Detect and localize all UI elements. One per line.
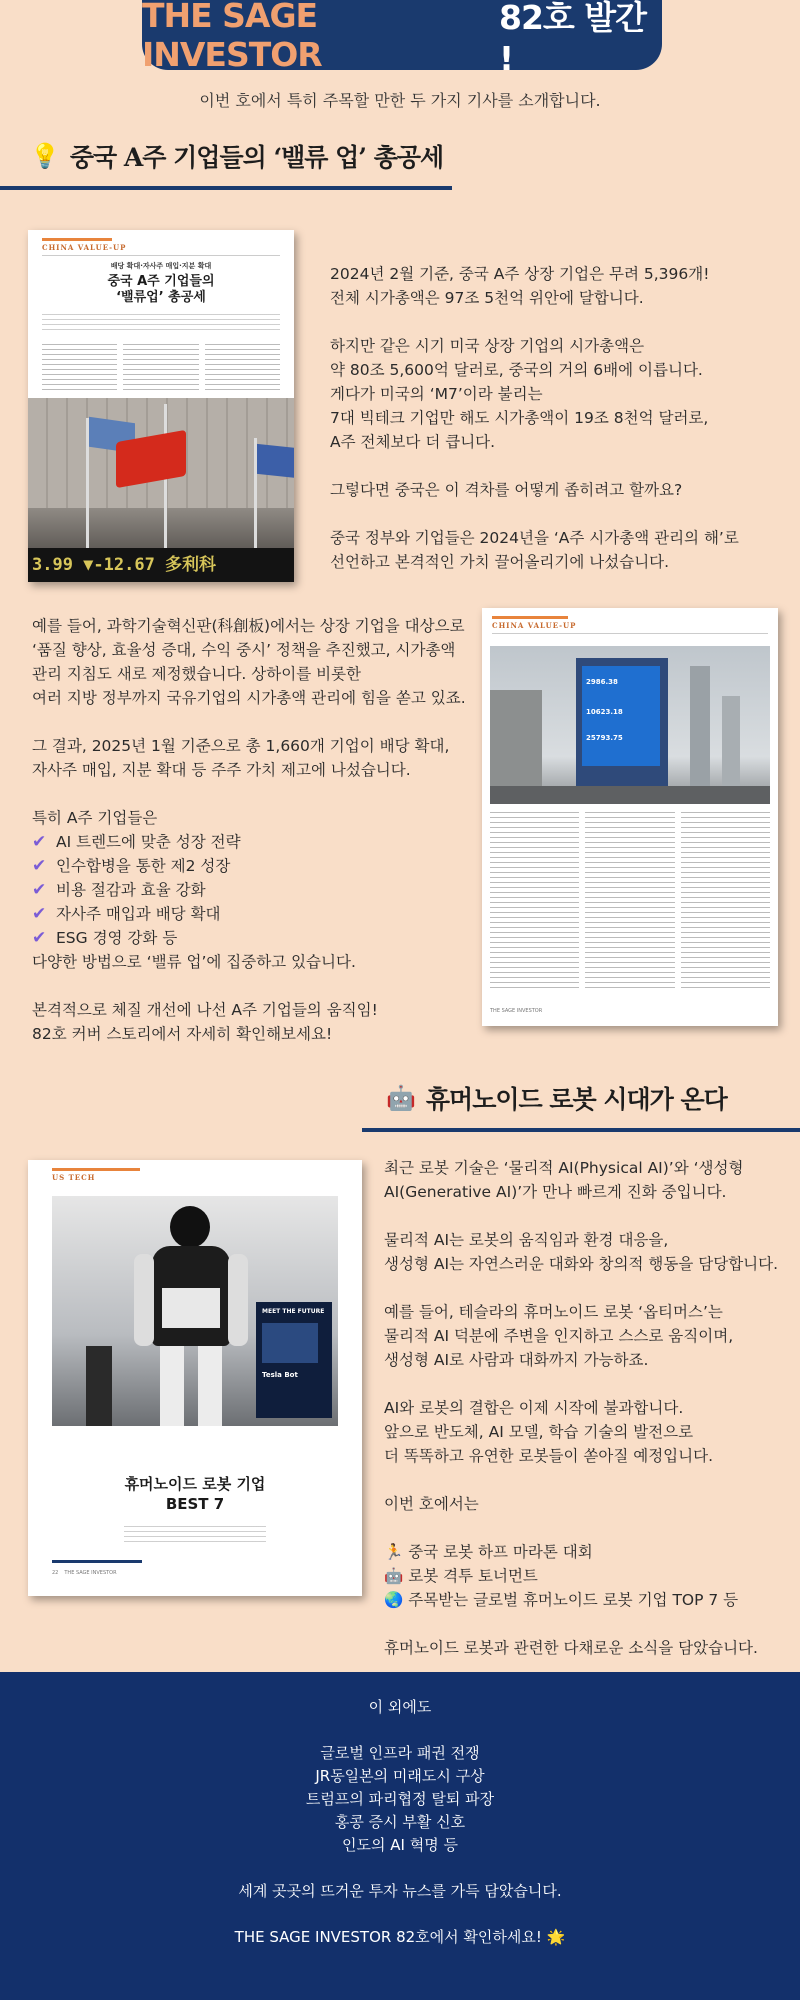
robot-leg (160, 1346, 184, 1426)
magazine-section-label: CHINA VALUE-UP (492, 621, 577, 630)
footer-heading: 이 외에도 (368, 1698, 432, 1716)
list-item (32, 926, 472, 950)
magazine-column (205, 340, 280, 392)
magazine-column (42, 340, 117, 392)
robot-topic-list (384, 1540, 790, 1612)
magazine-page-robot[interactable] (28, 1160, 362, 1596)
checkmark-icon: ✔ (32, 880, 47, 900)
section2-body-text (384, 1156, 790, 1660)
section1-header (30, 138, 443, 174)
list-item-text: 로봇 격투 토너먼트 (408, 1567, 538, 1585)
magazine-column (490, 808, 579, 988)
robot-icon: 🤖 (386, 1084, 416, 1112)
robot-icon: 🤖 (384, 1567, 404, 1585)
screen-value: 2986.38 (586, 678, 618, 686)
banner-issue: 82호 발간 ! (499, 0, 647, 78)
list-item-text: 자사주 매입과 배당 확대 (56, 905, 221, 923)
list-item (32, 878, 472, 902)
list-item (32, 902, 472, 926)
footer-topic: 트럼프의 파리협정 탈퇴 파장 (305, 1790, 495, 1808)
magazine-kicker: 배당 확대·자사주 매입·지분 확대 (110, 262, 212, 270)
list-item-text: 중국 로봇 하프 마라톤 대회 (408, 1543, 593, 1561)
section2-rule (362, 1128, 800, 1132)
list-item (384, 1588, 790, 1612)
paragraph: 2024년 2월 기준, 중국 A주 상장 기업은 무려 5,396개! 전체 시가총액은 97조 5천억 위안에 달합니다. (330, 265, 710, 307)
screen-value: 10623.18 (586, 708, 623, 716)
poster-image (262, 1323, 318, 1363)
led-screen (582, 666, 660, 766)
section1-title: 중국 A주 기업들의 ‘밸류 업’ 총공세 (69, 143, 444, 172)
paragraph: 중국 정부와 기업들은 2024년을 ‘A주 시가총액 관리의 해’로 선언하고 본격적인 가치 끌어올리기에 나섰습니다. (330, 529, 739, 571)
list-outro: 다양한 방법으로 ‘밸류 업’에 집중하고 있습니다. (32, 953, 356, 971)
robot-arm (228, 1254, 248, 1346)
accent-bar (42, 238, 112, 241)
section1-intro-text (330, 262, 780, 574)
list-intro: 특히 A주 기업들은 (32, 809, 158, 827)
paragraph: AI와 로봇의 결합은 이제 시작에 불과합니다. 앞으로 반도체, AI 모델, 학습 기술의 발전으로 더 똑똑하고 유연한 로봇들이 쏟아질 예정입니다. (384, 1399, 714, 1465)
magazine-section-label: US TECH (52, 1173, 96, 1182)
section1-rule (0, 186, 452, 190)
robot-arm (134, 1254, 154, 1346)
magazine-column (681, 808, 770, 988)
list-item (32, 830, 472, 854)
section2-header (386, 1080, 727, 1116)
section1-body-text (32, 614, 472, 1046)
page-number: 22 (52, 1570, 59, 1576)
footer-bar (52, 1560, 142, 1563)
robot-leg (198, 1346, 222, 1426)
value-up-list (32, 830, 472, 950)
footer-section (0, 1672, 800, 2000)
page-footer (52, 1570, 117, 1576)
paragraph: 최근 로봇 기술은 ‘물리적 AI(Physical AI)’와 ‘생성형 AI(Generative AI)’가 만나 빠르게 진화 중입니다. (384, 1159, 744, 1201)
list-item-text: 비용 절감과 효율 강화 (56, 881, 206, 899)
magazine-page-china-inside[interactable] (482, 608, 778, 1026)
magazine-headline: 휴머노이드 로봇 기업 BEST 7 (124, 1475, 266, 1513)
list-item-text: 인수합병을 통한 제2 성장 (56, 857, 231, 875)
section2-title: 휴머노이드 로봇 시대가 온다 (425, 1085, 727, 1114)
street (490, 786, 770, 804)
checkmark-icon: ✔ (32, 904, 47, 924)
magazine-deck (42, 310, 280, 332)
paragraph: 하지만 같은 시기 미국 상장 기업의 시가총액은 약 80조 5,600억 달러로, 중국의 거의 6배에 이릅니다. 게다가 미국의 ‘M7’이라 불리는 7대 빅테크 기업만 해도 시가총액이 19조 8천억 달러로, A주 전체보다 더 큽니다. (330, 337, 709, 451)
accent-bar (492, 616, 568, 619)
list-item (384, 1564, 790, 1588)
building-led-screen (576, 658, 668, 804)
magazine-photo-skyline (490, 646, 770, 804)
list-item (384, 1540, 790, 1564)
magazine-page-china-cover[interactable] (28, 230, 294, 582)
person-silhouette (86, 1346, 112, 1426)
magazine-headline: 중국 A주 기업들의 ‘밸류업’ 총공세 (107, 274, 215, 305)
poster-title: MEET THE FUTURE (262, 1308, 325, 1315)
list-item-text: ESG 경영 강화 등 (56, 929, 178, 947)
paragraph: 물리적 AI는 로봇의 움직임과 환경 대응을, 생성형 AI는 자연스러운 대화와 창의적 행동을 담당합니다. (384, 1231, 779, 1273)
intro-text: 이번 호에서 특히 주목할 만한 두 가지 기사를 소개합니다. (199, 91, 601, 110)
footer-topic: 인도의 AI 혁명 등 (342, 1836, 458, 1854)
checkmark-icon: ✔ (32, 928, 47, 948)
list-item-text: AI 트렌드에 맞춘 성장 전략 (56, 833, 241, 851)
lightbulb-icon: 💡 (30, 142, 60, 170)
divider (492, 633, 768, 634)
footer-topic: 홍콩 증시 부활 신호 (334, 1813, 466, 1831)
footer-tagline: 세계 곳곳의 뜨거운 투자 뉴스를 가득 담았습니다. (238, 1882, 562, 1900)
tower (690, 666, 710, 804)
list-intro: 이번 호에서는 (384, 1495, 479, 1513)
header-banner (142, 0, 662, 78)
paragraph: 예를 들어, 과학기술혁신판(科創板)에서는 상장 기업을 대상으로 ‘품질 향상, 효율성 증대, 수익 중시’ 정책을 추진했고, 시가총액 관리 지침도 새로 제정했습니다. 상하이를 비롯한 여러 지방 정부까지 국유기업의 시가총액 관리에 힘을 쏟고 있죠. (32, 617, 466, 707)
banner-title: THE SAGE INVESTOR (142, 0, 322, 74)
footer-cta: THE SAGE INVESTOR 82호에서 확인하세요! 🌟 (234, 1928, 566, 1946)
runner-icon: 🏃 (384, 1543, 404, 1561)
paragraph: 예를 들어, 테슬라의 휴머노이드 로봇 ‘옵티머스’는 물리적 AI 덕분에 주변을 인지하고 스스로 움직이며, 생성형 AI로 사람과 대화까지 가능하죠. (384, 1303, 734, 1369)
screen-value: 25793.75 (586, 734, 623, 742)
magazine-deck (124, 1522, 266, 1542)
stock-ticker-board: 3.99 ▼-12.67 多利科 (28, 548, 294, 582)
list-item-text: 주목받는 글로벌 휴머노이드 로봇 기업 TOP 7 등 (408, 1591, 739, 1609)
magazine-column (585, 808, 674, 988)
checkmark-icon: ✔ (32, 832, 47, 852)
divider (42, 255, 280, 256)
closing-paragraph: 휴머노이드 로봇과 관련한 다채로운 소식을 담았습니다. (384, 1639, 758, 1657)
globe-icon: 🌏 (384, 1591, 404, 1609)
robot-chest-plate (162, 1288, 220, 1328)
flag-blue (257, 444, 294, 478)
checkmark-icon: ✔ (32, 856, 47, 876)
tesla-bot-poster (256, 1302, 332, 1418)
robot-head (170, 1206, 210, 1248)
poster-subtitle: Tesla Bot (262, 1371, 298, 1379)
footer-topic: JR동일본의 미래도시 구상 (315, 1767, 485, 1785)
paragraph: 그렇다면 중국은 이 격차를 어떻게 좁히려고 할까요? (330, 481, 683, 499)
footer-topic: 글로벌 인프라 패권 전쟁 (320, 1744, 480, 1762)
magazine-photo-robot (52, 1196, 338, 1426)
paragraph: 그 결과, 2025년 1월 기준으로 총 1,660개 기업이 배당 확대, 자사주 매입, 지분 확대 등 주주 가치 제고에 나섰습니다. (32, 737, 450, 779)
closing-paragraph: 본격적으로 체질 개선에 나선 A주 기업들의 움직임! 82호 커버 스토리에서 자세히 확인해보세요! (32, 1001, 378, 1043)
list-item (32, 854, 472, 878)
page-footer-title: THE SAGE INVESTOR (64, 1570, 117, 1576)
footer-topic-list (0, 1742, 800, 1857)
magazine-photo-flags (28, 398, 294, 582)
magazine-section-label: CHINA VALUE-UP (42, 243, 127, 252)
magazine-column (123, 340, 198, 392)
accent-bar (52, 1168, 140, 1171)
page-footer: THE SAGE INVESTOR (490, 1008, 543, 1014)
